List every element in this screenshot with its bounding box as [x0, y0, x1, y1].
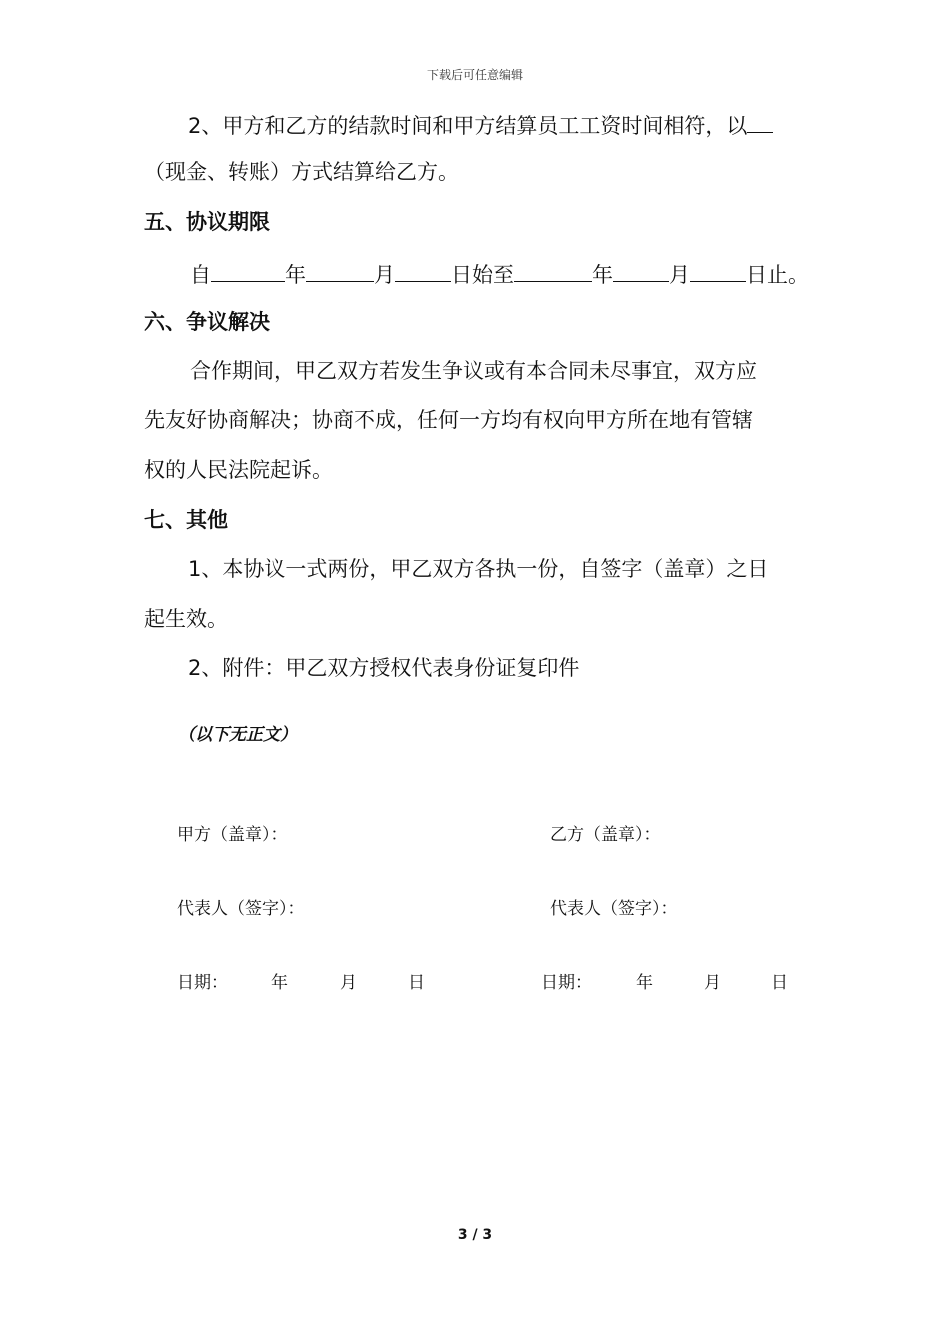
dispute-line1: 合作期间，甲乙双方若发生争议或有本合同未尽事宜，双方应: [190, 359, 757, 383]
section-dispute-heading: 六、争议解决: [144, 310, 270, 334]
party-b-date-day: 日: [771, 973, 788, 993]
payment-clause-line2: （现金、转账）方式结算给乙方。: [144, 160, 459, 184]
dispute-line3: 权的人民法院起诉。: [144, 458, 333, 482]
term-line: [190, 259, 809, 287]
payment-clause-text: 2、甲方和乙方的结款时间和甲方结算员工工资时间相符，以: [188, 114, 748, 138]
party-a-date-year: 年: [271, 973, 288, 993]
start-day-blank: [395, 259, 451, 282]
end-day-blank: [690, 259, 746, 282]
party-b-representative-label: 代表人（签字）：: [550, 899, 678, 919]
party-a-date-label: 日期：: [177, 973, 228, 993]
payment-clause-line1: [188, 110, 773, 138]
section-other-heading: 七、其他: [144, 508, 228, 532]
term-from-label: 自: [190, 263, 211, 287]
start-year-blank: [211, 259, 285, 282]
party-a-date-month: 月: [340, 973, 357, 993]
other-clause1-line2: 起生效。: [144, 607, 228, 631]
party-a-representative-label: 代表人（签字）：: [177, 899, 305, 919]
party-b-date-month: 月: [704, 973, 721, 993]
term-year-label: 年: [285, 263, 306, 287]
other-clause1-line1: 1、本协议一式两份，甲乙双方各执一份，自签字（盖章）之日: [188, 557, 769, 581]
end-month-blank: [613, 259, 669, 282]
term-end-month-label: 月: [669, 263, 690, 287]
end-year-blank: [514, 259, 592, 282]
page-header-note: 下载后可任意编辑: [426, 68, 523, 82]
start-month-blank: [306, 259, 374, 282]
end-of-text-note: （以下无正文）: [178, 725, 297, 745]
party-a-seal-label: 甲方（盖章）：: [177, 825, 288, 845]
party-b-date-year: 年: [636, 973, 653, 993]
party-b-date-label: 日期：: [541, 973, 592, 993]
term-month-label: 月: [374, 263, 395, 287]
party-b-seal-label: 乙方（盖章）：: [550, 825, 661, 845]
dispute-line2: 先友好协商解决；协商不成，任何一方均有权向甲方所在地有管辖: [144, 408, 753, 432]
term-start-label: 日始至: [451, 263, 514, 287]
party-a-date-day: 日: [408, 973, 425, 993]
term-end-label: 日止。: [746, 263, 809, 287]
payment-method-blank: [747, 110, 773, 133]
term-end-year-label: 年: [592, 263, 613, 287]
section-term-heading: 五、协议期限: [144, 210, 270, 234]
page-number: 3 / 3: [457, 1227, 493, 1243]
other-clause2: 2、附件：甲乙双方授权代表身份证复印件: [188, 656, 580, 680]
